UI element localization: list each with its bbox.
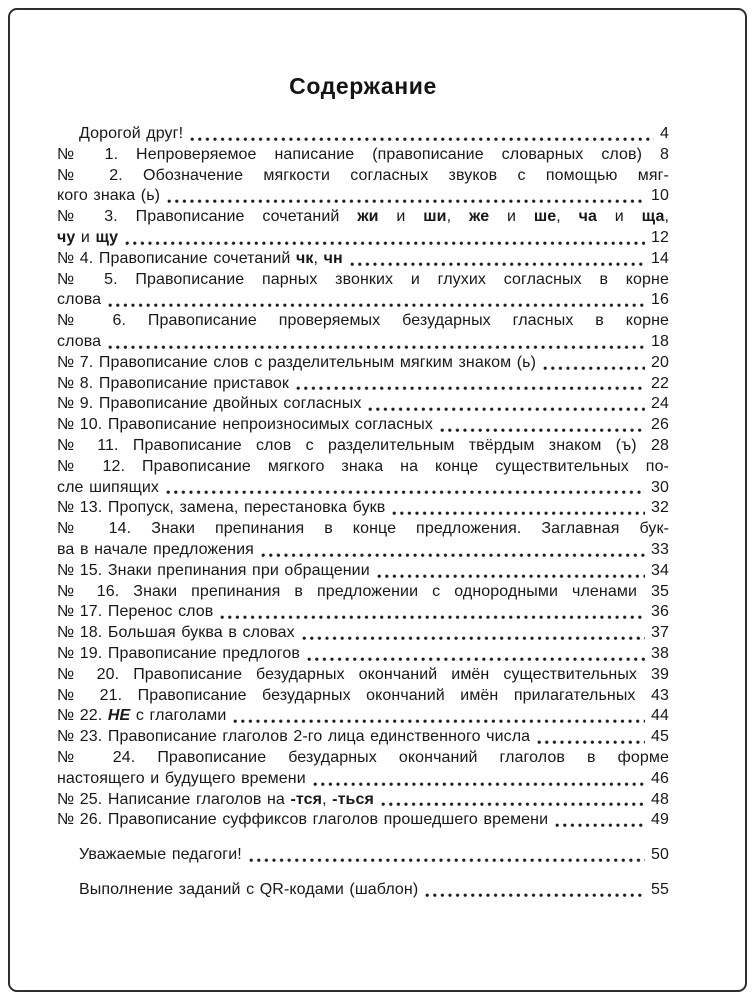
toc-text: № 24. Правописание безударных окончаний глаголов в форме [57,748,669,766]
toc-text: ва в начале предложения [57,540,254,558]
dot-leader [377,561,645,582]
toc-text: № 2. Обозначение мягкости согласных звуков с помощью мяг- [57,166,669,184]
toc-text-wrap [57,353,536,374]
page-number: 16 [651,291,669,309]
toc-text: № 25. Написание глаголов на [57,790,291,808]
toc-entry-line [57,748,669,769]
toc-entry-line [57,145,669,166]
toc-text-wrap [79,880,418,901]
toc-entry [57,748,669,790]
page-number: 38 [651,644,669,662]
toc-text: № 16. Знаки препинания в предложении с однородными членами [57,582,637,600]
toc-text: сле шипящих [57,478,159,496]
toc-entry-line [57,727,669,748]
toc-text-wrap [57,644,300,665]
toc-entry [57,727,669,748]
toc-entry-line [57,498,669,519]
dot-leader [296,374,645,395]
page-number: 14 [651,249,669,267]
toc-text: чк [295,249,314,267]
toc-text: Дорогой друг! [79,125,184,142]
toc-text: слова [57,332,102,350]
toc-text: ща [641,208,665,226]
toc-text-wrap [57,810,548,831]
toc-entry [57,145,669,166]
toc-text-wrap [57,706,226,727]
dot-leader [537,727,645,748]
toc-text-wrap [57,290,101,311]
toc-entry [57,124,669,145]
dot-leader [166,478,645,499]
toc-text: № 18. Большая буква в словах [57,624,295,642]
toc-text: жи [357,208,379,226]
dot-leader [108,290,645,311]
toc-entry-line [57,270,669,291]
toc-entry [57,353,669,374]
toc-entry [57,602,669,623]
toc-text-wrap [57,769,306,790]
dot-leader [190,124,654,145]
page-number: 46 [651,769,669,787]
toc-text: Уважаемые педагоги! [79,846,242,864]
toc-text: НЕ [107,707,131,725]
toc-entry-line [57,207,669,228]
toc-text: , [322,790,333,808]
dot-leader [313,769,645,790]
toc-text: № 5. Правописание парных звонких и глухих согласных в корне [57,270,669,288]
toc-text: № 7. Правописание слов с разделительным мягким знаком (ь) [57,353,537,371]
toc-entry [57,207,669,249]
toc-text: № 1. Непроверяемое написание (правописание словарных слов) [57,145,643,163]
toc-text: ча [578,208,598,226]
toc-text: , [446,208,469,226]
dot-leader [350,249,645,270]
page-number: 35 [651,582,670,600]
toc-text: кого знака (ь) [57,187,161,205]
page-number: 37 [651,624,669,642]
toc-text: № 23. Правописание глаголов 2-го лица единственного числа [57,728,531,746]
toc-text: -ться [332,790,374,808]
toc-text: № 19. Правописание предлогов [57,644,300,662]
toc-entry [57,249,669,270]
toc-text: № 15. Знаки препинания при обращении [57,561,370,579]
toc-entry [57,436,669,457]
toc-text-wrap [57,727,530,748]
toc-text-wrap [57,478,159,499]
toc-text: же [468,208,490,226]
toc-text: -тся [290,790,323,808]
toc-text: № 6. Правописание проверяемых безударных гласных в корне [57,312,669,330]
dot-leader [249,845,645,866]
toc-entry [57,790,669,811]
page-number: 30 [651,478,669,496]
page-number: 39 [651,665,669,683]
dot-leader [381,790,645,811]
page-number: 10 [651,187,669,205]
toc-text-wrap [57,790,374,811]
toc-text-wrap [57,186,160,207]
toc-text: № 14. Знаки препинания в конце предложения. Заглавная бук- [57,520,669,538]
toc-list [57,124,669,901]
toc-entry-line [57,166,669,187]
toc-entry [57,644,669,665]
dot-leader [392,498,645,519]
toc-text: и [75,228,96,246]
toc-entry-line [57,561,669,582]
toc-entry-line [57,249,669,270]
toc-text: № 21. Правописание безударных окончаний имён прилагательных [57,686,636,704]
toc-entry [57,623,669,644]
toc-text-wrap [57,602,213,623]
toc-entry [57,498,669,519]
toc-text-wrap [57,332,101,353]
toc-text: чу [57,228,76,246]
page-number: 33 [651,540,669,558]
toc-text: , [556,208,579,226]
toc-entry [57,166,669,208]
toc-entry [57,394,669,415]
toc-text-wrap [79,124,183,145]
toc-text: , [664,208,669,226]
toc-entry-line [57,311,669,332]
toc-entry-line [57,186,669,207]
dot-leader [368,394,645,415]
toc-text: № 3. Правописание сочетаний [57,208,358,226]
toc-entry-line [57,845,669,866]
toc-text-wrap [57,228,118,249]
toc-entry [57,415,669,436]
toc-entry-line [57,623,669,644]
toc-entry [57,582,669,603]
toc-text: чн [323,249,343,267]
toc-text: № 11. Правописание слов с разделительным твёрдым знаком (ъ) [57,436,637,454]
toc-text-wrap [57,623,295,644]
toc-entry-line [57,880,669,901]
toc-entry [57,706,669,727]
toc-text-wrap [57,540,254,561]
toc-entry-line [57,582,669,603]
toc-entry-line [57,644,669,665]
dot-leader [167,186,645,207]
toc-entry-line [57,665,669,686]
page-number: 49 [651,811,669,829]
toc-entry-line [57,436,669,457]
toc-text: щу [95,228,119,246]
page-title: Содержание [289,73,437,99]
toc-text: и [378,208,424,226]
toc-text: № 10. Правописание непроизносимых согласных [57,416,433,434]
page-number: 50 [651,846,669,864]
toc-text: № 13. Пропуск, замена, перестановка букв [57,499,386,517]
toc-entry [57,311,669,353]
toc-text: № 20. Правописание безударных окончаний имён существительных [57,665,638,683]
dot-leader [543,353,645,374]
toc-entry-line [57,478,669,499]
toc-text-wrap [57,374,289,395]
toc-entry [57,845,669,866]
toc-entry-line [57,706,669,727]
toc-text: ши [423,208,447,226]
toc-entry [57,519,669,561]
page-number: 48 [651,790,669,808]
toc-entry [57,686,669,707]
content-area [57,0,669,901]
toc-text: настоящего и будущего времени [57,769,306,787]
toc-entry [57,561,669,582]
toc-text: , [313,249,324,267]
toc-text: № 22. [57,707,108,725]
toc-entry-line [57,228,669,249]
dot-leader [307,644,645,665]
toc-text: № 12. Правописание мягкого знака на конце существительных по- [57,457,669,475]
page-number: 8 [660,145,670,163]
dot-leader [261,540,645,561]
dot-leader [233,706,645,727]
toc-entry [57,457,669,499]
toc-entry-line [57,810,669,831]
toc-entry-line [57,394,669,415]
toc-entry-line [57,519,669,540]
dot-leader [125,228,645,249]
toc-entry [57,810,669,831]
page-number: 26 [651,416,669,434]
toc-text: Выполнение заданий с QR-кодами (шаблон) [79,880,419,898]
page-number: 44 [651,707,669,725]
toc-entry [57,880,669,901]
page-number: 34 [651,561,669,579]
toc-text: № 17. Перенос слов [57,603,214,621]
page-number: 45 [651,728,669,746]
toc-entry [57,374,669,395]
toc-text: № 26. Правописание суффиксов глаголов прошедшего времени [57,811,549,829]
toc-entry [57,270,669,312]
toc-entry-line [57,374,669,395]
toc-entry-line [57,602,669,623]
page-number: 28 [651,436,669,454]
dot-leader [108,332,645,353]
toc-text-wrap [57,498,385,519]
toc-text: ше [533,208,557,226]
toc-text-wrap [57,249,343,270]
toc-text: и [489,208,534,226]
dot-leader [220,602,645,623]
page-number: 43 [651,686,670,704]
page-number: 24 [651,395,669,413]
toc-entry-line [57,332,669,353]
toc-entry-line [57,290,669,311]
dot-leader [555,810,645,831]
toc-text: слова [57,291,102,309]
dot-leader [302,623,645,644]
toc-entry-line [57,790,669,811]
dot-leader [425,880,645,901]
toc-entry-line [57,686,669,707]
toc-text: № 4. Правописание сочетаний [57,249,296,267]
toc-entry-line [57,415,669,436]
page-number: 12 [651,228,669,246]
toc-text-wrap [57,561,370,582]
page-number: 18 [651,332,669,350]
page-number: 55 [651,880,669,898]
page-number: 22 [651,374,669,392]
page-number: 20 [651,353,669,371]
toc-entry-line [57,540,669,561]
toc-text: с глаголами [130,707,227,725]
toc-entry-line [57,124,669,145]
toc-entry-line [57,353,669,374]
dot-leader [440,415,645,436]
toc-entry-line [57,769,669,790]
toc-text-wrap [79,845,242,866]
page-number: 36 [651,603,669,621]
page-number: 4 [660,125,669,142]
toc-text-wrap [57,394,361,415]
page-number: 32 [651,499,669,517]
toc-entry-line [57,457,669,478]
toc-text: и [597,208,642,226]
toc-text: № 9. Правописание двойных согласных [57,395,362,413]
toc-text: № 8. Правописание приставок [57,374,289,392]
toc-text-wrap [57,415,433,436]
toc-entry [57,665,669,686]
